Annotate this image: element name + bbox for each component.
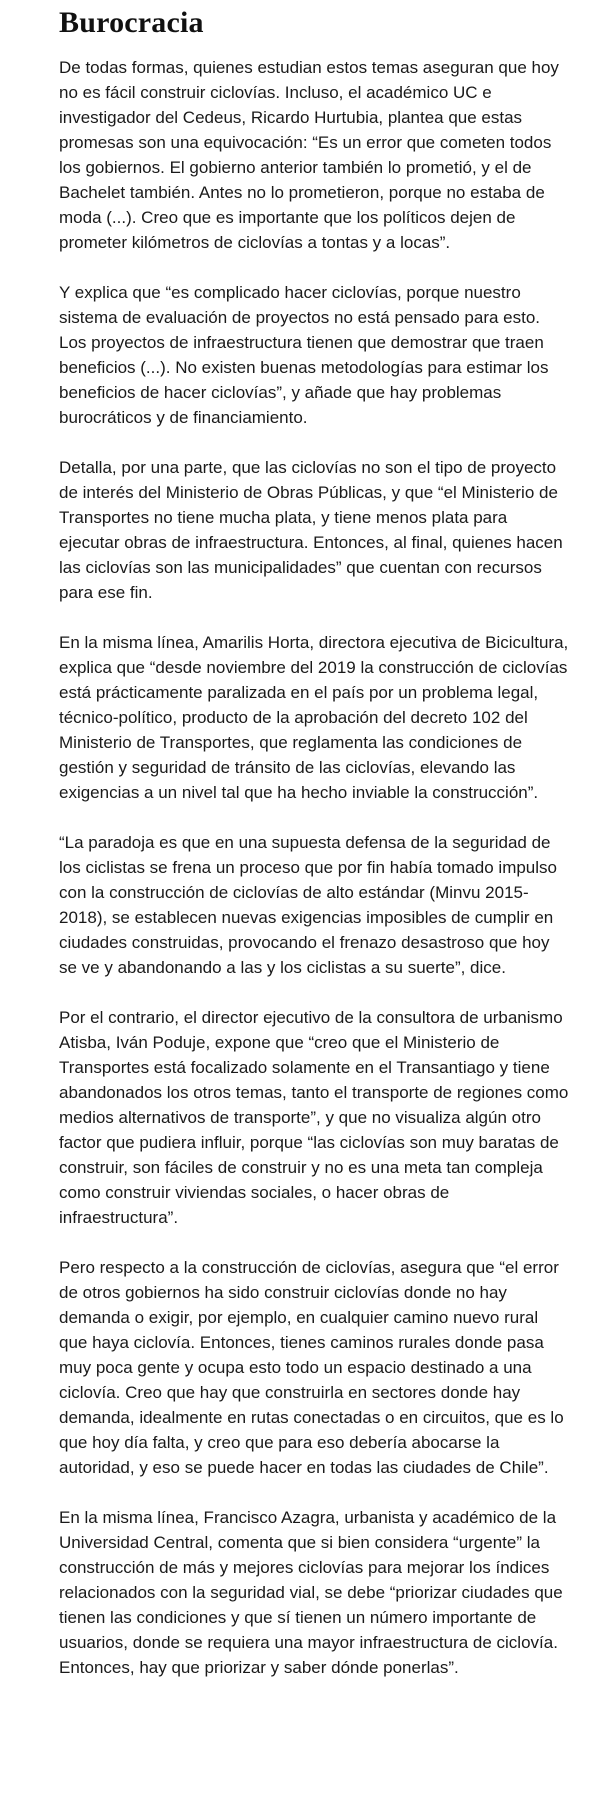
article-body (59, 0, 569, 1705)
paragraph: De todas formas, quienes estudian estos temas aseguran que hoy no es fácil construir ciclovías. Incluso, el académico UC e investigador del Cedeus, Ricardo Hurtubia, plantea que estas promesas son una equivocación: “Es un error que cometen todos los gobiernos. El gobierno anterior también lo prometió, y el de Bachelet también. Antes no lo prometieron, porque no estaba de moda (...). Creo que es importante que los políticos dejen de prometer kilómetros de ciclovías a tontas y a locas”. (59, 58, 559, 252)
paragraph: Detalla, por una parte, que las ciclovías no son el tipo de proyecto de interés del Ministerio de Obras Públicas, y que “el Ministerio de Transportes no tiene mucha plata, y tiene menos plata para ejecutar obras de infraestructura. Entonces, al final, quienes hacen las ciclovías son las municipalidades” que cuentan con recursos para ese fin. (59, 458, 563, 602)
paragraph: En la misma línea, Amarilis Horta, directora ejecutiva de Bicicultura, explica que “desde noviembre del 2019 la construcción de ciclovías está prácticamente paralizada en el país por un problema legal, técnico-político, producto de la aprobación del decreto 102 del Ministerio de Transportes, que reglamenta las condiciones de gestión y seguridad de tránsito de las ciclovías, elevando las exigencias a un nivel tal que ha hecho inviable la construcción”. (59, 633, 569, 802)
paragraph: Por el contrario, el director ejecutivo de la consultora de urbanismo Atisba, Iván Poduje, expone que “creo que el Ministerio de Transportes está focalizado solamente en el Transantiago y tiene abandonados los otros temas, tanto el transporte de regiones como medios alternativos de transporte”, y que no visualiza algún otro factor que pudiera influir, porque “las ciclovías son muy baratas de construir, son fáciles de construir y no es una meta tan compleja como construir viviendas sociales, o hacer obras de infraestructura”. (59, 1008, 569, 1227)
paragraph: En la misma línea, Francisco Azagra, urbanista y académico de la Universidad Central, comenta que si bien considera “urgente” la construcción de más y mejores ciclovías para mejorar los índices relacionados con la seguridad vial, se debe “priorizar ciudades que tienen las condiciones y que sí tienen un número importante de usuarios, donde se requiera una mayor infraestructura de ciclovía. Entonces, hay que priorizar y saber dónde ponerlas”. (59, 1508, 563, 1677)
paragraph: Pero respecto a la construcción de ciclovías, asegura que “el error de otros gobiernos ha sido construir ciclovías donde no hay demanda o exigir, por ejemplo, en cualquier camino nuevo rural que haya ciclovía. Entonces, tienes caminos rurales donde pasa muy poca gente y ocupa esto todo un espacio destinado a una ciclovía. Creo que hay que construirla en sectores donde hay demanda, idealmente en rutas conectadas o en circuitos, que es lo que hoy día falta, y creo que para eso debería abocarse la autoridad, y eso se puede hacer en todas las ciudades de Chile”. (59, 1258, 564, 1477)
section-heading: Burocracia (59, 6, 204, 39)
paragraph: “La paradoja es que en una supuesta defensa de la seguridad de los ciclistas se frena un proceso que por fin había tomado impulso con la construcción de ciclovías de alto estándar (Minvu 2015-2018), se establecen nuevas exigencias imposibles de cumplir en ciudades construidas, provocando el frenazo desastroso que hoy se ve y abandonando a las y los ciclistas a su suerte”, dice. (59, 833, 557, 977)
paragraph: Y explica que “es complicado hacer ciclovías, porque nuestro sistema de evaluación de proyectos no está pensado para esto. Los proyectos de infraestructura tienen que demostrar que traen beneficios (...). No existen buenas metodologías para estimar los beneficios de hacer ciclovías”, y añade que hay problemas burocráticos y de financiamiento. (59, 283, 549, 427)
